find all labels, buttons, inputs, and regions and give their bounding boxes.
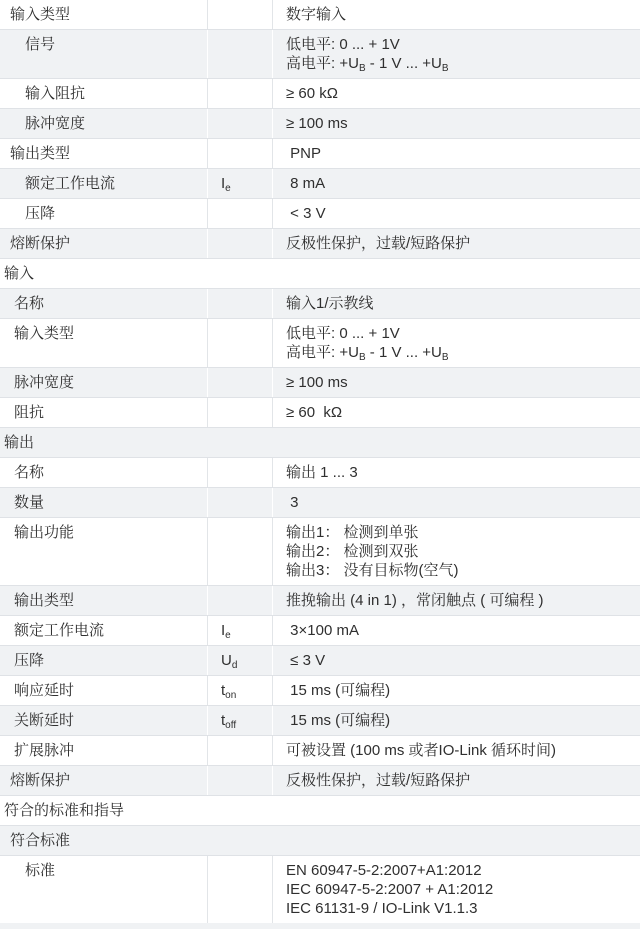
- value-line: [286, 5, 640, 24]
- row-symbol: [207, 616, 272, 645]
- row-value: [272, 488, 640, 517]
- value-line: [286, 144, 640, 163]
- row-label: 熔断保护: [10, 772, 71, 789]
- text-segment: IEC 60947-5-2:2007 + A1:2012: [286, 881, 494, 898]
- text-segment: PNP: [286, 145, 322, 162]
- row-label: 熔断保护: [10, 235, 71, 252]
- table-row: [0, 79, 640, 109]
- table-row: [0, 169, 640, 199]
- row-label: 输出功能: [14, 524, 75, 541]
- row-symbol: [207, 766, 272, 795]
- row-label: 响应延时: [14, 682, 75, 699]
- row-label: 压降: [25, 205, 56, 222]
- table-row: [0, 30, 640, 79]
- text-segment: 反极性保护，过载/短路保护: [286, 235, 471, 252]
- row-symbol: [207, 856, 272, 923]
- subscript-text: B: [441, 352, 449, 363]
- row-symbol: [207, 109, 272, 138]
- row-label: 输出类型: [14, 592, 75, 609]
- subscript-text: e: [225, 630, 231, 641]
- text-segment: IEC 61131-9 / IO-Link V1.1.3: [286, 900, 478, 917]
- text-segment: 15 ms (可编程): [286, 682, 391, 699]
- section-header-row: [0, 826, 640, 856]
- subscript-text: e: [225, 183, 231, 194]
- subscript-text: off: [225, 720, 237, 731]
- value-line: [286, 35, 640, 54]
- value-line: [286, 493, 640, 512]
- value-line: [286, 294, 640, 313]
- table-row: [0, 398, 640, 428]
- text-segment: 3×100 mA: [286, 622, 359, 639]
- table-row: [0, 676, 640, 706]
- row-symbol: [207, 368, 272, 397]
- text-segment: - 1 V ... +U: [365, 344, 442, 361]
- subscript-text: on: [225, 690, 237, 701]
- subscript-text: B: [358, 352, 366, 363]
- row-value: [272, 368, 640, 397]
- row-label: 扩展脉冲: [14, 742, 75, 759]
- row-value: [272, 706, 640, 735]
- value-line: [286, 651, 640, 670]
- value-line: [286, 174, 640, 193]
- row-value: [272, 199, 640, 228]
- text-segment: 高电平: +U: [286, 55, 359, 72]
- text-segment: ≥ 60 kΩ: [286, 404, 343, 421]
- table-row: [0, 319, 640, 368]
- row-symbol: [207, 0, 272, 29]
- row-value: [272, 169, 640, 198]
- row-value: [272, 0, 640, 29]
- value-line: [286, 114, 640, 133]
- table-row: [0, 706, 640, 736]
- section-title: 输入: [4, 265, 35, 282]
- text-segment: I: [221, 622, 226, 639]
- row-value: [272, 616, 640, 645]
- row-value: [272, 139, 640, 168]
- text-segment: 15 ms (可编程): [286, 712, 391, 729]
- row-symbol: [207, 398, 272, 427]
- row-label: 额定工作电流: [25, 175, 116, 192]
- section-title: 符合的标准和指导: [4, 802, 125, 819]
- table-row: [0, 368, 640, 398]
- table-row: [0, 736, 640, 766]
- table-row: [0, 616, 640, 646]
- value-line: [286, 681, 640, 700]
- table-row: [0, 766, 640, 796]
- row-label: 输入阻抗: [25, 85, 86, 102]
- table-row: [0, 458, 640, 488]
- text-segment: 数字输入: [286, 6, 347, 23]
- value-line: [286, 463, 640, 482]
- value-line: [286, 771, 640, 790]
- row-symbol: [207, 169, 272, 198]
- value-line: [286, 880, 640, 899]
- row-symbol: [207, 289, 272, 318]
- text-segment: 可被设置 (100 ms 或者IO-Link 循环时间): [286, 742, 557, 759]
- value-line: [286, 84, 640, 103]
- row-symbol: [207, 30, 272, 78]
- row-symbol: [207, 139, 272, 168]
- row-label: 关断延时: [14, 712, 75, 729]
- table-row: [0, 586, 640, 616]
- row-value: [272, 518, 640, 585]
- row-value: [272, 676, 640, 705]
- row-value: [272, 856, 640, 923]
- value-line: [286, 54, 640, 73]
- value-line: [286, 542, 640, 561]
- text-segment: ≥ 100 ms: [286, 115, 348, 132]
- row-label: 脉冲宽度: [25, 115, 86, 132]
- row-symbol: [207, 586, 272, 615]
- row-label: 压降: [14, 652, 45, 669]
- row-label: 额定工作电流: [14, 622, 105, 639]
- row-value: [272, 319, 640, 367]
- table-row: [0, 518, 640, 586]
- row-label: 标准: [25, 862, 56, 879]
- row-symbol: [207, 706, 272, 735]
- value-line: [286, 234, 640, 253]
- text-segment: ≤ 3 V: [286, 652, 326, 669]
- row-label: 数量: [14, 494, 45, 511]
- text-segment: 输出2： 检测到双张: [286, 543, 419, 560]
- row-value: [272, 109, 640, 138]
- table-row: [0, 199, 640, 229]
- row-symbol: [207, 736, 272, 765]
- table-row: [0, 0, 640, 30]
- value-line: [286, 621, 640, 640]
- row-symbol: [207, 79, 272, 108]
- value-line: [286, 711, 640, 730]
- value-line: [286, 591, 640, 610]
- row-label: 名称: [14, 295, 45, 312]
- text-segment: U: [221, 652, 232, 669]
- row-value: [272, 30, 640, 78]
- text-segment: 输入1/示教线: [286, 295, 374, 312]
- row-symbol: [207, 319, 272, 367]
- text-segment: 输出3： 没有目标物(空气): [286, 562, 459, 579]
- row-symbol: [207, 488, 272, 517]
- value-line: [286, 861, 640, 880]
- text-segment: ≥ 60 kΩ: [286, 85, 338, 102]
- text-segment: t: [221, 712, 226, 729]
- text-segment: 3: [286, 494, 299, 511]
- subscript-text: d: [231, 660, 238, 671]
- text-segment: 推挽输出 (4 in 1) ，常闭触点 ( 可编程 ): [286, 592, 544, 609]
- section-title: 输出: [4, 434, 35, 451]
- row-symbol: [207, 676, 272, 705]
- text-segment: I: [221, 175, 226, 192]
- row-value: [272, 766, 640, 795]
- row-label: 输入类型: [10, 6, 71, 23]
- value-line: [286, 373, 640, 392]
- value-line: [286, 899, 640, 918]
- value-line: [286, 204, 640, 223]
- row-symbol: [207, 646, 272, 675]
- subscript-text: B: [358, 63, 366, 74]
- subscript-text: B: [441, 63, 449, 74]
- text-segment: - 1 V ... +U: [365, 55, 442, 72]
- row-symbol: [207, 458, 272, 487]
- row-label: 输入类型: [14, 325, 75, 342]
- text-segment: 高电平: +U: [286, 344, 359, 361]
- text-segment: t: [221, 682, 226, 699]
- table-row: [0, 109, 640, 139]
- table-row: [0, 229, 640, 259]
- text-segment: 反极性保护，过载/短路保护: [286, 772, 471, 789]
- row-symbol: [207, 229, 272, 258]
- table-row: [0, 856, 640, 923]
- value-line: [286, 403, 640, 422]
- text-segment: 低电平: 0 ... + 1V: [286, 325, 400, 342]
- row-value: [272, 79, 640, 108]
- row-value: [272, 458, 640, 487]
- table-row: [0, 646, 640, 676]
- section-header-row: [0, 259, 640, 289]
- row-value: [272, 229, 640, 258]
- row-label: 脉冲宽度: [14, 374, 75, 391]
- text-segment: 8 mA: [286, 175, 326, 192]
- text-segment: 低电平: 0 ... + 1V: [286, 36, 400, 53]
- value-line: [286, 561, 640, 580]
- row-value: [272, 586, 640, 615]
- row-label: 信号: [25, 36, 56, 53]
- text-segment: < 3 V: [286, 205, 326, 222]
- value-line: [286, 741, 640, 760]
- row-label: 阻抗: [14, 404, 45, 421]
- table-row: [0, 289, 640, 319]
- value-line: [286, 343, 640, 362]
- table-row: [0, 488, 640, 518]
- text-segment: ≥ 100 ms: [286, 374, 348, 391]
- row-symbol: [207, 518, 272, 585]
- row-value: [272, 289, 640, 318]
- value-line: [286, 523, 640, 542]
- row-symbol: [207, 199, 272, 228]
- value-line: [286, 324, 640, 343]
- row-value: [272, 736, 640, 765]
- text-segment: EN 60947-5-2:2007+A1:2012: [286, 862, 482, 879]
- row-value: [272, 398, 640, 427]
- row-value: [272, 646, 640, 675]
- row-label: 输出类型: [10, 145, 71, 162]
- section-header-row: [0, 428, 640, 458]
- section-header-row: [0, 796, 640, 826]
- table-row: [0, 139, 640, 169]
- text-segment: 输出 1 ... 3: [286, 464, 358, 481]
- section-title: 符合标准: [10, 832, 71, 849]
- text-segment: 输出1： 检测到单张: [286, 524, 419, 541]
- row-label: 名称: [14, 464, 45, 481]
